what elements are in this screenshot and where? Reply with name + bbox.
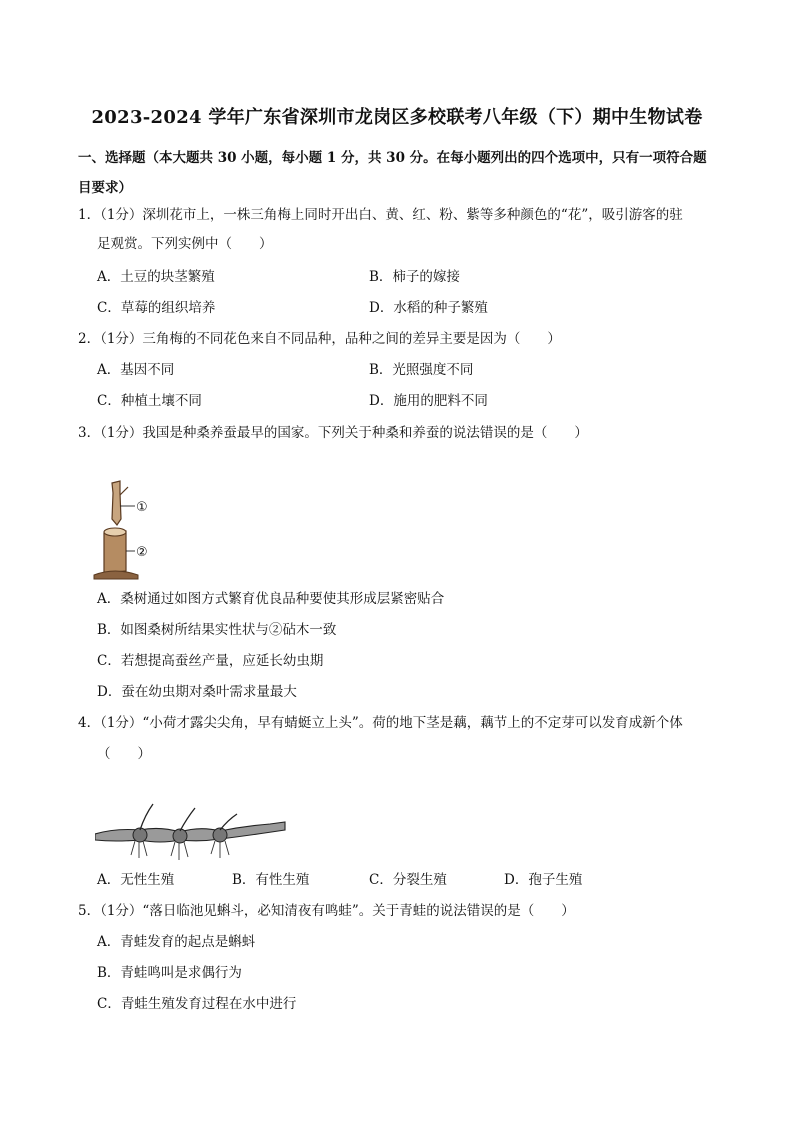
question-1-option-b: B．柿子的嫁接: [369, 269, 460, 285]
scion-branch: [112, 481, 121, 525]
question-3-option-b: B．如图桑树所结果实性状与②砧木一致: [97, 622, 337, 638]
rhizome-body: [95, 822, 285, 842]
question-3-stem: 3．（1分）我国是种桑养蚕最早的国家。下列关于种桑和养蚕的说法错误的是（ ）: [78, 425, 588, 441]
rhizome-node-1: [133, 828, 147, 842]
question-4-stem: 4．（1分）“小荷才露尖尖角，早有蜻蜓立上头”。荷的地下茎是藕，藕节上的不定芽可以发育成新个体: [78, 715, 683, 731]
roots: [131, 841, 229, 860]
bud-3: [220, 814, 237, 830]
rhizome-node-2: [173, 829, 187, 843]
question-5-option-b: B．青蛙鸣叫是求偶行为: [97, 965, 242, 981]
question-4-option-d: D．孢子生殖: [504, 872, 583, 888]
question-3-option-d: D．蚕在幼虫期对桑叶需求量最大: [97, 684, 297, 700]
question-1-stem: 1．（1分）深圳花市上，一株三角梅上同时开出白、黄、红、粉、紫等多种颜色的“花”，吸引游客的驻: [78, 207, 683, 223]
question-2-option-a: A．基因不同: [97, 362, 175, 378]
page-title: 2023-2024 学年广东省深圳市龙岗区多校联考八年级（下）期中生物试卷: [91, 107, 703, 128]
section-heading: 一、选择题（本大题共 30 小题，每小题 1 分，共 30 分。在每小题列出的四个选项中，只有一项符合题目要求）: [78, 150, 707, 196]
question-3-option-c: C．若想提高蚕丝产量，应延长幼虫期: [97, 653, 324, 669]
question-2-option-b: B．光照强度不同: [369, 362, 474, 378]
question-2-option-d: D．施用的肥料不同: [369, 393, 488, 409]
question-4-option-a: A．无性生殖: [97, 872, 175, 888]
question-5-option-a: A．青蛙发育的起点是蝌蚪: [97, 934, 256, 950]
question-4-option-b: B．有性生殖: [232, 872, 310, 888]
question-1-option-a: A．土豆的块茎繁殖: [97, 269, 215, 285]
scion-twig: [120, 487, 128, 495]
question-5-stem: 5．（1分）“落日临池见蝌斗，必知清夜有鸣蛙”。关于青蛙的说法错误的是（ ）: [78, 903, 575, 919]
question-1-option-d: D．水稻的种子繁殖: [369, 300, 488, 316]
question-2-option-c: C．种植土壤不同: [97, 393, 202, 409]
question-4-stem-cont: （ ）: [97, 746, 151, 762]
ground: [94, 571, 138, 579]
question-1-stem-cont: 足观赏。下列实例中（ ）: [97, 236, 273, 252]
lotus-rhizome-figure: [95, 800, 290, 865]
question-2-stem: 2．（1分）三角梅的不同花色来自不同品种，品种之间的差异主要是因为（ ）: [78, 331, 561, 347]
question-5-option-c: C．青蛙生殖发育过程在水中进行: [97, 996, 297, 1012]
question-1-option-c: C．草莓的组织培养: [97, 300, 216, 316]
question-4-option-c: C．分裂生殖: [369, 872, 447, 888]
rhizome-node-3: [213, 828, 227, 842]
grafting-figure: [90, 475, 170, 585]
figure-label-2: ②: [136, 545, 148, 560]
rootstock-top: [104, 528, 126, 536]
figure-label-1: ①: [136, 500, 148, 515]
bud-1: [140, 804, 153, 830]
question-3-option-a: A．桑树通过如图方式繁育优良品种要使其形成层紧密贴合: [97, 591, 445, 607]
rootstock-stump: [104, 531, 126, 573]
bud-2: [180, 808, 195, 831]
